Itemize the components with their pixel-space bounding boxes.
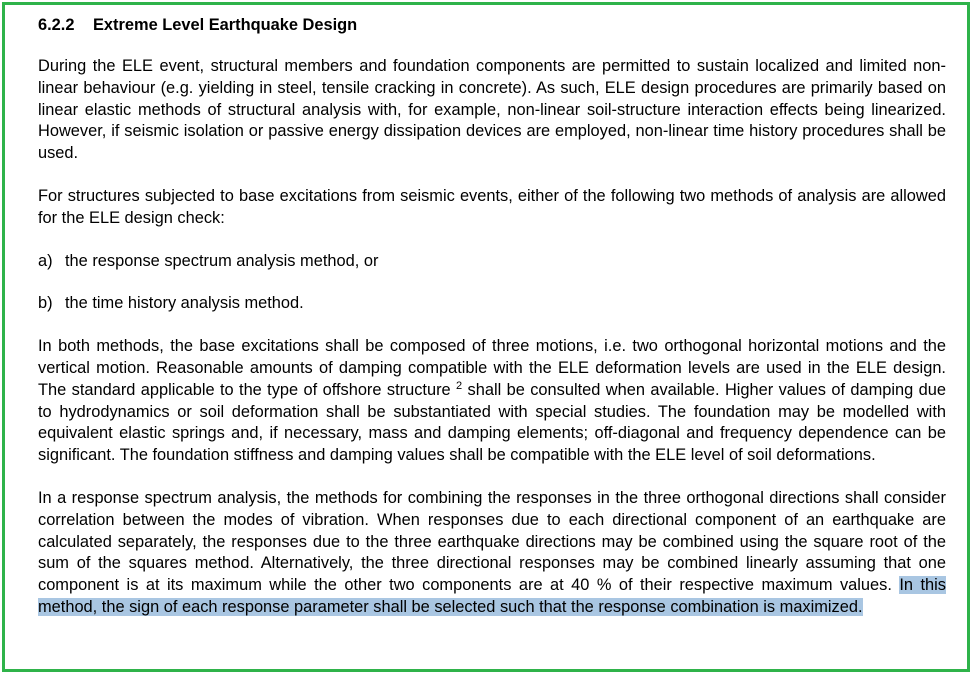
document-frame bbox=[2, 2, 970, 672]
list-item-a bbox=[38, 251, 946, 273]
paragraph-base-excitations-part1: In both methods, the base excitations shall be composed of three motions, i.e. two orthogonal horizontal motions and the vertical motion. Reasonable amounts of damping compatible with the ELE deformation levels are used in the ELE design. The standard applicable to the type of offshore structure bbox=[38, 337, 946, 399]
section-title: Extreme Level Earthquake Design bbox=[93, 16, 358, 34]
paragraph-base-excitations-part2: shall be consulted when available. Higher values of damping due to hydrodynamics or soil deformation shall be substantiated with special studies. The foundation may be modelled with equivalent elastic springs and, if necessary, mass and damping elements; off-diagonal and frequency dependence can be significant. The foundation stiffness and damping values shall be compatible with the ELE level of soil deformations. bbox=[38, 380, 947, 465]
list-text-b: the time history analysis method. bbox=[65, 294, 304, 313]
footnote-reference[interactable]: 2 bbox=[456, 379, 463, 392]
document-content bbox=[38, 14, 946, 640]
paragraph-base-excitations bbox=[38, 336, 946, 467]
list-text-a: the response spectrum analysis method, or bbox=[65, 251, 379, 270]
section-heading bbox=[38, 14, 946, 36]
paragraph-ele-event: During the ELE event, structural members and foundation components are permitted to sustain localized and limited non-linear behaviour (e.g. yielding in steel, tensile cracking in concrete). As such, ELE design procedures are primarily based on linear elastic methods of structural analysis with, for example, non-linear soil-structure interaction effects being linearized. However, if seismic isolation or passive energy dissipation devices are employed, non-linear time history procedures shall be used. bbox=[38, 57, 946, 163]
paragraph-response-spectrum bbox=[38, 488, 946, 619]
paragraph-response-spectrum-text: In a response spectrum analysis, the methods for combining the responses in the three orthogonal directions shall consider correlation between the modes of vibration. When responses due to each directional component of an earthquake are calculated separately, the responses due to the three earthquake directions may be combined using the square root of the sum of the squares method. Alternatively, the three directional responses may be combined linearly assuming that one component is at its maximum while the other two components are at 40 % of their respective maximum values. bbox=[38, 488, 946, 595]
section-number: 6.2.2 bbox=[38, 16, 75, 34]
selected-text-highlight[interactable]: In this method, the sign of each response parameter shall be selected such that the response combination is maximized. bbox=[38, 576, 946, 616]
list-marker-a: a) bbox=[38, 251, 53, 270]
list-marker-b: b) bbox=[38, 294, 53, 313]
list-item-b bbox=[38, 293, 946, 315]
paragraph-analysis-methods: For structures subjected to base excitations from seismic events, either of the following two methods of analysis are allowed for the ELE design check: bbox=[38, 186, 946, 227]
